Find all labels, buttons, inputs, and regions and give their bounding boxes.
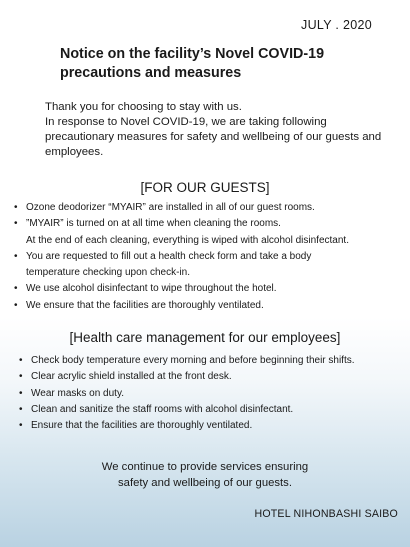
intro-line-response: In response to Novel COVID-19, we are taking following precautionary measures for safety and wellbeing of our guests and employees. (45, 116, 382, 158)
bullet: • (14, 218, 18, 230)
list-item (13, 281, 405, 297)
list-item (13, 265, 405, 281)
closing-line-2: safety and wellbeing of our guests. (118, 476, 292, 489)
list-item (13, 233, 405, 249)
list-item (18, 386, 404, 402)
employees-section-heading: [Health care management for our employees] (69, 330, 341, 345)
notice-date: JULY . 2020 (301, 18, 372, 32)
list-item (13, 200, 405, 216)
guests-measures-list (13, 200, 405, 314)
list-item-text: ”MYAIR” is turned on at all time when cleaning the rooms. (26, 218, 281, 230)
list-item-text: You are requested to fill out a health check form and take a body (26, 250, 312, 262)
list-item (13, 249, 405, 265)
list-item-text: Wear masks on duty. (31, 387, 124, 399)
bullet: • (19, 403, 23, 415)
hotel-signature: HOTEL NIHONBASHI SAIBO (254, 508, 398, 520)
closing-message (0, 460, 410, 491)
list-item-text: We ensure that the facilities are thoroughly ventilated. (26, 299, 264, 311)
list-item-text: temperature checking upon check-in. (26, 267, 190, 279)
bullet: • (19, 355, 23, 366)
list-item (18, 402, 404, 418)
bullet: • (19, 371, 23, 383)
list-item (18, 353, 404, 369)
notice-title: Notice on the facility’s Novel COVID-19 precautions and measures (60, 46, 325, 81)
list-item-text: At the end of each cleaning, everything is wiped with alcohol disinfectant. (26, 234, 349, 246)
closing-line-1: We continue to provide services ensuring (101, 461, 309, 473)
bullet: • (14, 202, 18, 213)
list-item-text: Ensure that the facilities are thoroughly ventilated. (31, 420, 253, 432)
list-item (13, 216, 405, 232)
list-item (18, 369, 404, 385)
list-item-text: We use alcohol disinfectant to wipe throughout the hotel. (26, 283, 277, 295)
list-item-text: Clean and sanitize the staff rooms with alcohol disinfectant. (31, 403, 294, 415)
intro-paragraph (45, 100, 385, 160)
bullet: • (14, 283, 18, 295)
bullet: • (19, 420, 23, 432)
bullet: • (14, 299, 18, 311)
list-item-text: Ozone deodorizer “MYAIR” are installed in all of our guest rooms. (26, 202, 315, 213)
list-item (18, 418, 404, 434)
guests-section-heading: [FOR OUR GUESTS] (140, 180, 270, 195)
bullet: • (14, 250, 18, 262)
bullet: • (19, 387, 23, 399)
employees-measures-list (18, 353, 404, 434)
list-item (13, 298, 405, 314)
list-item-text: Check body temperature every morning and before beginning their shifts. (31, 355, 355, 366)
intro-line-thanks: Thank you for choosing to stay with us. (45, 101, 242, 113)
list-item-text: Clear acrylic shield installed at the front desk. (31, 371, 232, 383)
